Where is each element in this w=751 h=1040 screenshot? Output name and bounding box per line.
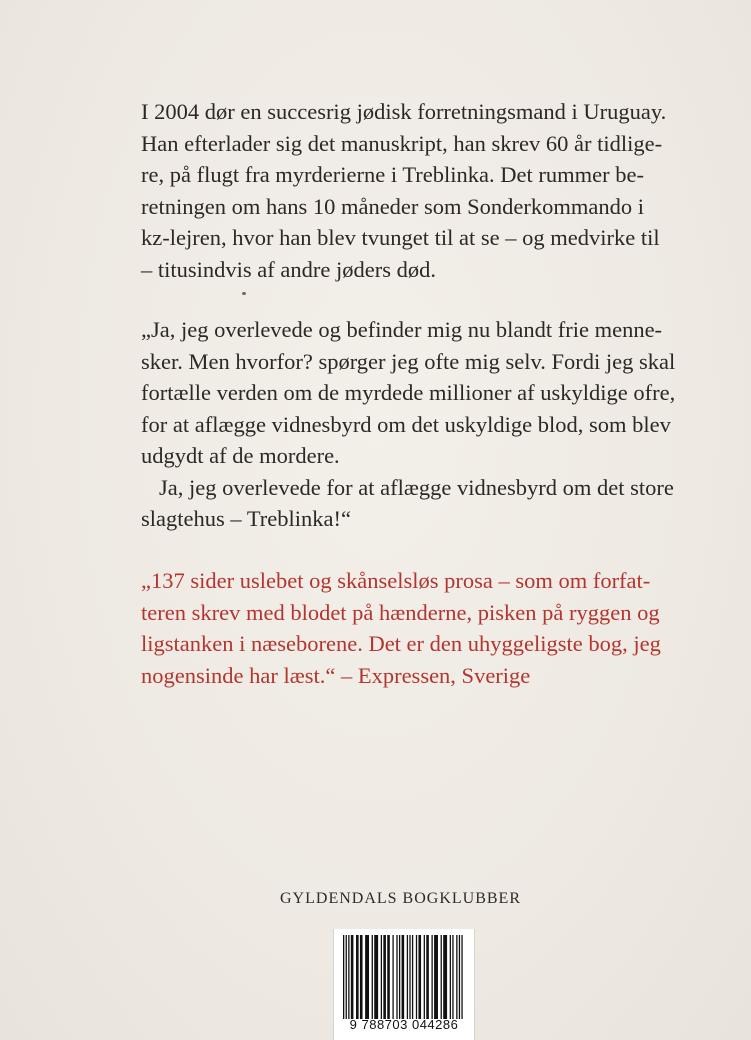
barcode-bar bbox=[365, 935, 369, 1019]
press-review-paragraph bbox=[141, 565, 661, 691]
synopsis-line: – titusindvis af andre jøders død. bbox=[141, 256, 436, 282]
print-speck bbox=[242, 292, 246, 295]
barcode-bar bbox=[441, 935, 442, 1019]
barcode-bar bbox=[407, 935, 408, 1019]
barcode-bar bbox=[412, 935, 413, 1019]
synopsis-line: I 2004 dør en succesrig jødisk forretningsmand i Uruguay. bbox=[141, 99, 667, 124]
barcode-bar bbox=[348, 935, 349, 1019]
barcode-bar bbox=[383, 935, 386, 1019]
isbn-barcode bbox=[333, 929, 475, 1040]
author-quote-paragraph bbox=[141, 314, 676, 535]
synopsis-line: kz-lejren, hvor han blev tvunget til at se – og medvirke til bbox=[141, 225, 660, 250]
barcode-bar bbox=[461, 935, 462, 1019]
quote-line: slagtehus – Treblinka!“ bbox=[141, 506, 351, 531]
synopsis-line: re, på flugt fra myrderierne i Treblinka. Det rummer be- bbox=[141, 162, 644, 187]
barcode-bar bbox=[343, 935, 344, 1019]
barcode-bar bbox=[360, 935, 363, 1019]
synopsis-line: Han efterlader sig det manuskript, han skrev 60 år tidlige- bbox=[141, 130, 663, 156]
publisher-name: GYLDENDALS BOGKLUBBER bbox=[280, 890, 521, 907]
barcode-bar bbox=[450, 935, 451, 1019]
barcode-bar bbox=[456, 935, 457, 1019]
barcode-bar bbox=[351, 935, 354, 1019]
barcode-bar bbox=[459, 935, 460, 1019]
barcode-bar bbox=[396, 935, 397, 1019]
quote-line: „Ja, jeg overlevede og befinder mig nu blandt frie menne- bbox=[141, 317, 663, 342]
barcode-bar bbox=[346, 935, 347, 1019]
barcode-bar bbox=[387, 935, 390, 1019]
quote-line: fortælle verden om de myrdede millioner af uskyldige ofre, bbox=[141, 380, 676, 405]
barcode-bar bbox=[443, 935, 447, 1019]
synopsis-line: retningen om hans 10 måneder som Sonderkommando i bbox=[141, 193, 645, 219]
barcode-bar bbox=[434, 935, 438, 1019]
quote-line: sker. Men hvorfor? spørger jeg ofte mig selv. Fordi jeg skal bbox=[141, 348, 676, 374]
barcode-bar bbox=[374, 935, 378, 1019]
barcode-bar bbox=[399, 935, 400, 1019]
review-line: „137 sider uslebet og skånselsløs prosa – som om forfat- bbox=[141, 568, 651, 593]
barcode-bar bbox=[381, 935, 382, 1019]
barcode-digits: 9 788703 044286 bbox=[349, 1017, 459, 1032]
quote-line: udgydt af de mordere. bbox=[141, 443, 340, 468]
barcode-bar bbox=[416, 935, 417, 1019]
barcode-bar bbox=[452, 935, 453, 1019]
barcode-bar bbox=[431, 935, 432, 1019]
barcode-bar bbox=[426, 935, 429, 1019]
barcode-bars bbox=[343, 935, 464, 1019]
review-line: nogensinde har læst.“ – Expressen, Sverige bbox=[141, 662, 531, 688]
synopsis-paragraph bbox=[141, 96, 667, 285]
barcode-bar bbox=[402, 935, 405, 1019]
barcode-bar bbox=[392, 935, 393, 1019]
quote-line: Ja, jeg overlevede for at aflægge vidnesbyrd om det store bbox=[159, 474, 674, 500]
barcode-bar bbox=[424, 935, 425, 1019]
barcode-bar bbox=[418, 935, 421, 1019]
review-line: ligstanken i næseborene. Det er den uhyggeligste bog, jeg bbox=[141, 631, 661, 656]
barcode-bar bbox=[409, 935, 410, 1019]
barcode-bar bbox=[372, 935, 373, 1019]
barcode-bar bbox=[356, 935, 359, 1019]
review-line: teren skrev med blodet på hænderne, pisken på ryggen og bbox=[141, 599, 660, 625]
quote-line: for at aflægge vidnesbyrd om det uskyldige blod, som blev bbox=[141, 411, 671, 437]
